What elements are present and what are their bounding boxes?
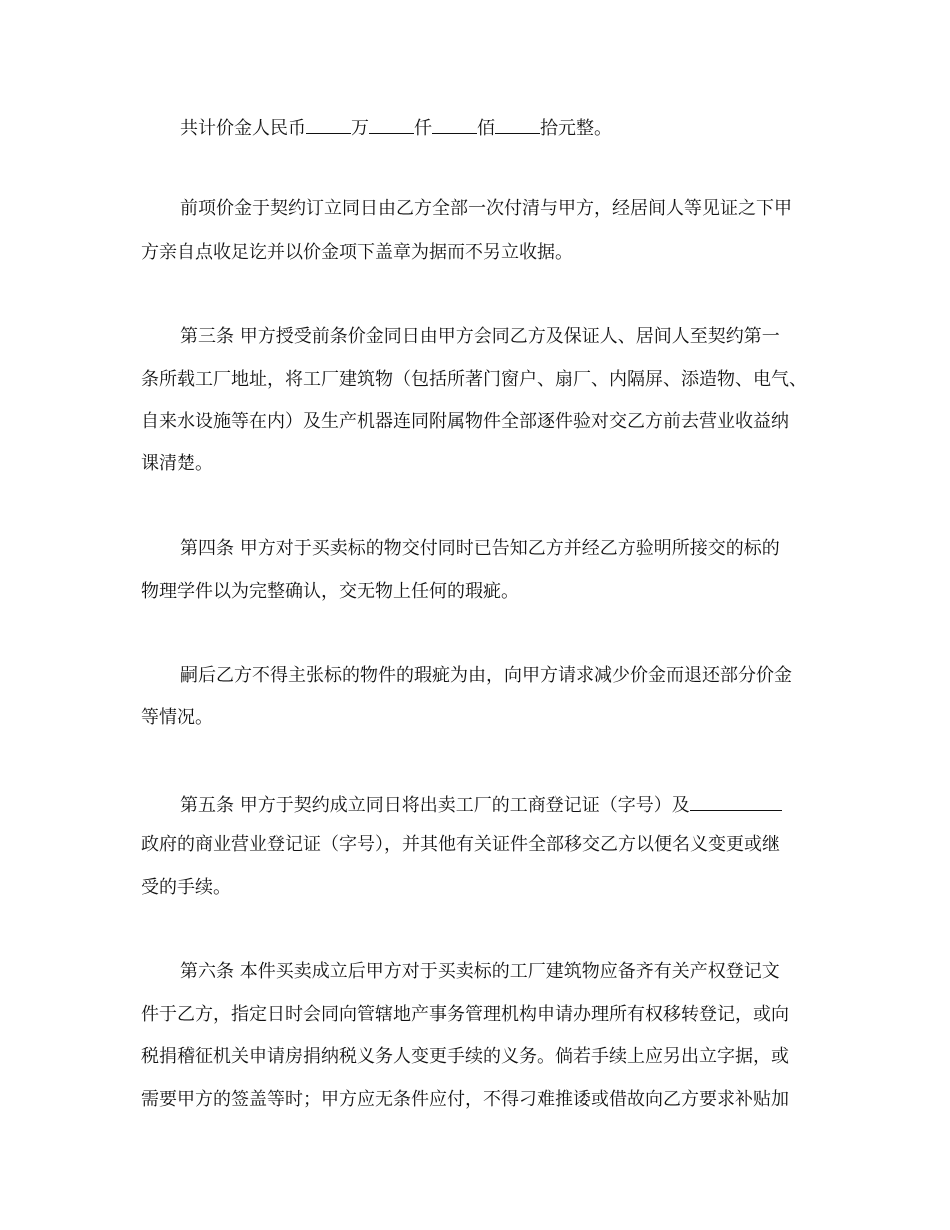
article5-line-1-text: 第五条 甲方于契约成立同日将出卖工厂的工商登记证（字号）及: [180, 795, 690, 816]
unit-qian: 仟: [414, 118, 432, 139]
article4-follow-line-2: 等情况。: [141, 707, 213, 728]
article5-line-3: 受的手续。: [141, 877, 231, 898]
payment-para-line-1: 前项价金于契约订立同日由乙方全部一次付清与甲方，经居间人等见证之下甲: [180, 198, 792, 219]
total-price-suffix: 拾元整。: [540, 118, 612, 139]
article4-follow-line-1: 嗣后乙方不得主张标的物件的瑕疵为由，向甲方请求减少价金而退还部分价金: [180, 665, 792, 686]
blank-wan[interactable]: [306, 114, 351, 134]
payment-para-line-2: 方亲自点收足讫并以价金项下盖章为据而不另立收据。: [141, 242, 573, 263]
article6-line-3: 税捐稽征机关申请房捐纳税义务人变更手续的义务。倘若手续上应另出立字据，或: [141, 1046, 789, 1067]
article3-line-4: 课清楚。: [141, 453, 213, 474]
unit-bai: 佰: [477, 118, 495, 139]
blank-shi[interactable]: [495, 114, 540, 134]
article6-line-1: 第六条 本件买卖成立后甲方对于买卖标的工厂建筑物应备齐有关产权登记文: [180, 961, 780, 982]
article4-line-1: 第四条 甲方对于买卖标的物交付同时已告知乙方并经乙方验明所接交的标的: [180, 538, 780, 559]
article4-line-2: 物理学件以为完整确认，交无物上任何的瑕疵。: [141, 581, 519, 602]
article6-line-2: 件于乙方，指定日时会同向管辖地产事务管理机构申请办理所有权移转登记，或向: [141, 1004, 789, 1025]
article3-line-3: 自来水设施等在内）及生产机器连同附属物件全部逐件验对交乙方前去营业收益纳: [141, 411, 789, 432]
article5-line-1: [180, 791, 782, 818]
article5-line-2: 政府的商业营业登记证（字号），并其他有关证件全部移交乙方以便名义变更或继: [141, 834, 780, 855]
article6-line-4: 需要甲方的签盖等时；甲方应无条件应付，不得刁难推诿或借故向乙方要求补贴加: [141, 1089, 789, 1110]
unit-wan: 万: [351, 118, 369, 139]
article3-line-2: 条所载工厂地址，将工厂建筑物（包括所著门窗户、扇厂、内隔屏、添造物、电气、: [141, 369, 807, 390]
article3-line-1: 第三条 甲方授受前条价金同日由甲方会同乙方及保证人、居间人至契约第一: [180, 326, 780, 347]
blank-qian[interactable]: [369, 114, 414, 134]
blank-bai[interactable]: [432, 114, 477, 134]
blank-government[interactable]: [690, 791, 782, 811]
total-price-line: [180, 114, 612, 141]
total-price-prefix: 共计价金人民币: [180, 118, 306, 139]
